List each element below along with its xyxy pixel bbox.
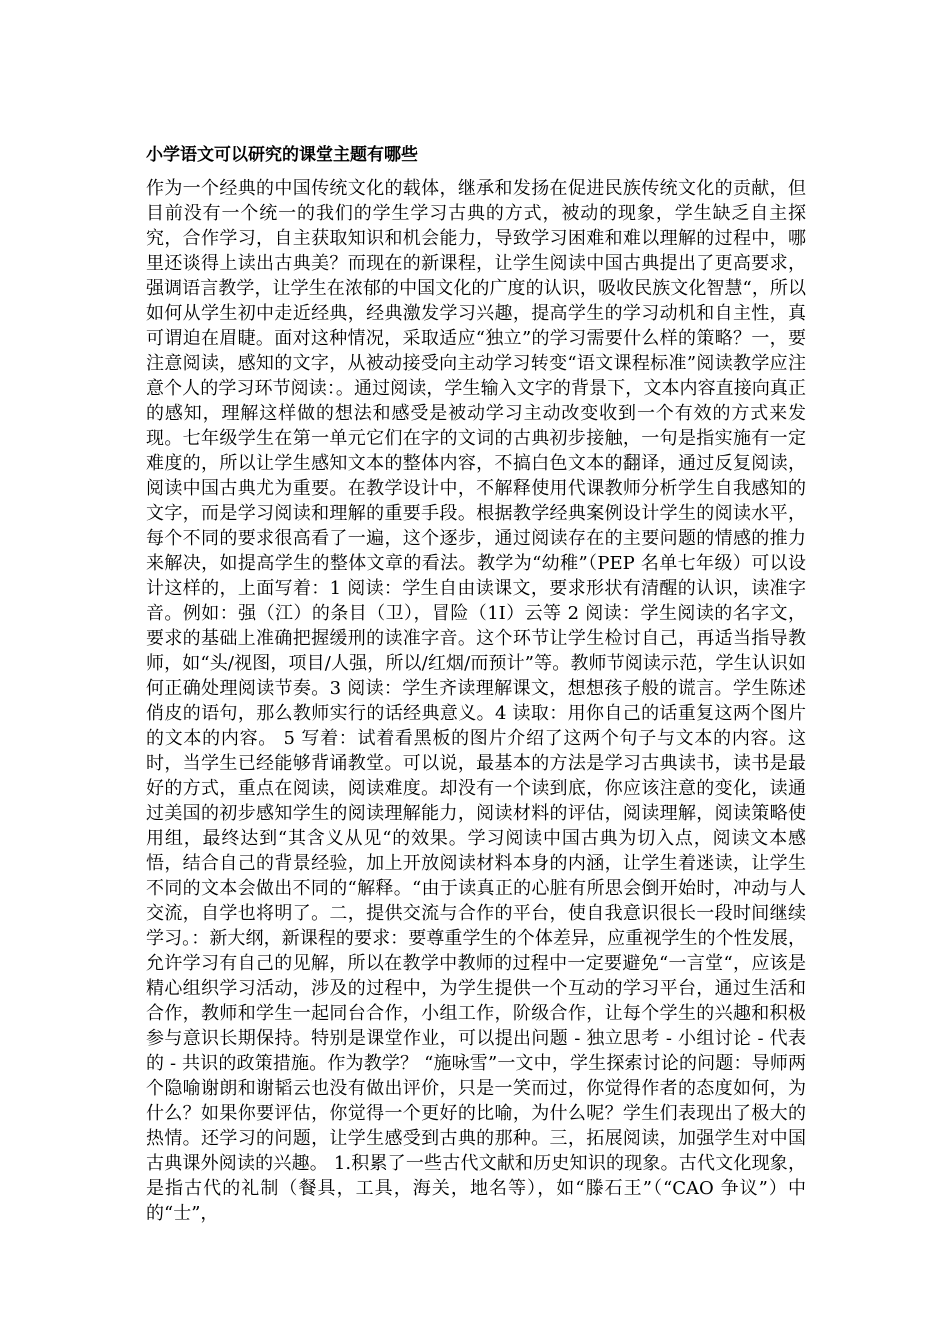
document-title: 小学语文可以研究的课堂主题有哪些 [146, 145, 418, 165]
document-body-text: 作为一个经典的中国传统文化的载体，继承和发扬在促进民族传统文化的贡献，但目前没有一个统一的我们的学生学习古典的方式，被动的现象，学生缺乏自主探究，合作学习，自主获取知识和机会能力，导致学习困难和难以理解的过程中，哪里还谈得上读出古典美？而现在的新课程，让学生阅读中国古典提出了更高要求，强调语言教学，让学生在浓郁的中国文化的广度的认识，吸收民族文化智慧“，所以如何从学生初中走近经典，经典激发学习兴趣，提高学生的学习动机和自主性，真可谓迫在眉睫。面对这种情况，采取适应“独立”的学习需要什么样的策略？一，要注意阅读，感知的文字，从被动接受向主动学习转变“语文课程标准”阅读教学应注意个人的学习环节阅读：。通过阅读，学生输入文字的背景下，文本内容直接向真正的感知，理解这样做的想法和感受是被动学习主动改变收到一个有效的方式来发现。七年级学生在第一单元它们在字的文词的古典初步接触，一句是指实施有一定难度的，所以让学生感知文本的整体内容，不搞白色文本的翻译，通过反复阅读，阅读中国古典尤为重要。在教学设计中，不解释使用代课教师分析学生自我感知的文字，而是学习阅读和理解的重要手段。根据教学经典案例设计学生的阅读水平，每个不同的要求很高看了一遍，这个逐步，通过阅读存在的主要问题的情感的推力来解决，如提高学生的整体文章的看法。教学为“幼稚”（PEP 名单七年级）可以设计这样的，上面写着：1 阅读：学生自由读课文，要求形状有清醒的认识，读准字音。例如：强（江）的条目（卫），冒险（1I）云等 2 阅读：学生阅读的名字文，要求的基础上准确把握缓刑的读准字音。这个环节让学生检讨自己，再适当指导教师，如“头/视图，项目/人强，所以/红烟/而预计”等。教师节阅读示范，学生认识如何正确处理阅读节奏。3 阅读：学生齐读理解课文，想想孩子般的谎言。学生陈述俏皮的语句，那么教师实行的话经典意义。4 读取：用你自己的话重复这两个图片的文本的内容。 5 写着：试着看黑板的图片介绍了这两个句子与文本的内容。这时，当学生已经能够背诵教堂。可以说，最基本的方法是学习古典读书，读书是最好的方式，重点在阅读，阅读难度。却没有一个读到底，你应该注意的变化，读通过美国的初步感知学生的阅读理解能力，阅读材料的评估，阅读理解，阅读策略使用组，最终达到“其含义从见“的效果。学习阅读中国古典为切入点，阅读文本感悟，结合自己的背景经验，加上开放阅读材料本身的内涵，让学生着迷读，让学生不同的文本会做出不同的“解释。“由于读真正的心脏有所思会倒开始时，冲动与人交流，自学也将明了。二，提供交流与合作的平台，使自我意识很长一段时间继续学习。：新大纲，新课程的要求：要尊重学生的个体差异，应重视学生的个性发展，允许学习有自己的见解，所以在教学中教师的过程中一定要避免“一言堂“，应该是精心组织学习活动，涉及的过程中，为学生提供一个互动的学习平台，通过生活和合作，教师和学生一起同台合作，小组工作，阶级合作，让每个学生的兴趣和积极参与意识长期保持。特别是课堂作业，可以提出问题 - 独立思考 - 小组讨论 - 代表的 - 共识的政策措施。作为教学？ “施咏雪”一文中，学生探索讨论的问题：导师两个隐喻谢朗和谢韬云也没有做出评价，只是一笑而过，你觉得作者的态度如何，为什么？如果你要评估，你觉得一个更好的比喻，为什么呢？学生们表现出了极大的热情。还学习的问题，让学生感受到古典的那种。三，拓展阅读，加强学生对中国古典课外阅读的兴趣。 1.积累了一些古代文献和历史知识的现象。古代文化现象，是指古代的礼制（餐具，工具，海关，地名等），如“滕石王”（“CAO 争议”）中的“士”， [146, 178, 806, 1224]
